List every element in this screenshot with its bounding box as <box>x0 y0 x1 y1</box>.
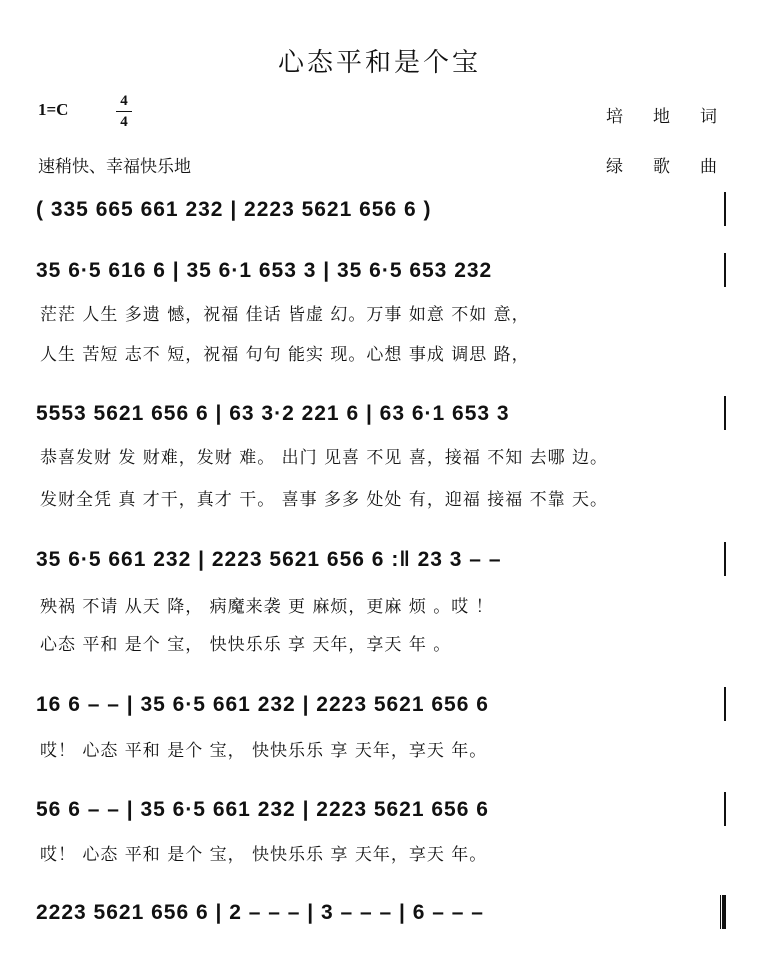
notes: ( 335 665 661 232 | 2223 5621 656 6 ) <box>36 198 432 221</box>
time-top: 4 <box>120 93 128 109</box>
lyric-line: 发财全凭 真 才干，真才 干。 喜事 多多 处处 有，迎福 接福 不靠 天。 <box>40 490 609 510</box>
final-barline <box>720 895 726 929</box>
lyric-line: 人生 苦短 志不 短，祝福 句句 能实 现。心想 事成 调思 路， <box>40 345 530 365</box>
time-signature <box>116 92 132 131</box>
lyric-line: 哎！ 心态 平和 是个 宝， 快快乐乐 享 天年，享天 年。 <box>40 845 488 865</box>
lyric-line: 殃祸 不请 从天 降， 病魔来袭 更 麻烦，更麻 烦 。哎 ！ <box>40 597 494 617</box>
tempo-marking: 速稍快、幸福快乐地 <box>38 157 191 177</box>
notes: 2223 5621 656 6 | 2 – – – | 3 – – – | 6 – – – <box>36 901 484 924</box>
notes: 35 6·5 661 232 | 2223 5621 656 6 :‖ 23 3 – – <box>36 548 502 571</box>
notes: 5553 5621 656 6 | 63 3·2 221 6 | 63 6·1 653 3 <box>36 402 510 425</box>
lyric-line: 心态 平和 是个 宝， 快快乐乐 享 天年，享天 年 。 <box>40 635 452 655</box>
notes: 56 6 – – | 35 6·5 661 232 | 2223 5621 656 6 <box>36 798 489 821</box>
notes: 16 6 – – | 35 6·5 661 232 | 2223 5621 656 6 <box>36 693 489 716</box>
notes: 35 6·5 616 6 | 35 6·1 653 3 | 35 6·5 653 232 <box>36 259 493 282</box>
time-bottom: 4 <box>120 114 128 130</box>
key-signature: 1=C <box>38 100 69 119</box>
music-line <box>36 192 726 226</box>
page-title: 心态平和是个宝 <box>277 48 481 78</box>
composer-credit: 绿歌曲 <box>606 157 747 177</box>
lyric-line: 哎！ 心态 平和 是个 宝， 快快乐乐 享 天年，享天 年。 <box>40 741 488 761</box>
music-line <box>36 396 726 430</box>
music-line <box>36 895 726 929</box>
lyric-line: 恭喜发财 发 财难，发财 难。 出门 见喜 不见 喜，接福 不知 去哪 边。 <box>40 448 609 468</box>
lyricist-credit: 培地词 <box>606 107 747 127</box>
lyric-line: 茫茫 人生 多遗 憾，祝福 佳话 皆虚 幻。万事 如意 不如 意， <box>40 305 530 325</box>
music-line <box>36 687 726 721</box>
music-line <box>36 542 726 576</box>
music-line <box>36 253 726 287</box>
music-line <box>36 792 726 826</box>
